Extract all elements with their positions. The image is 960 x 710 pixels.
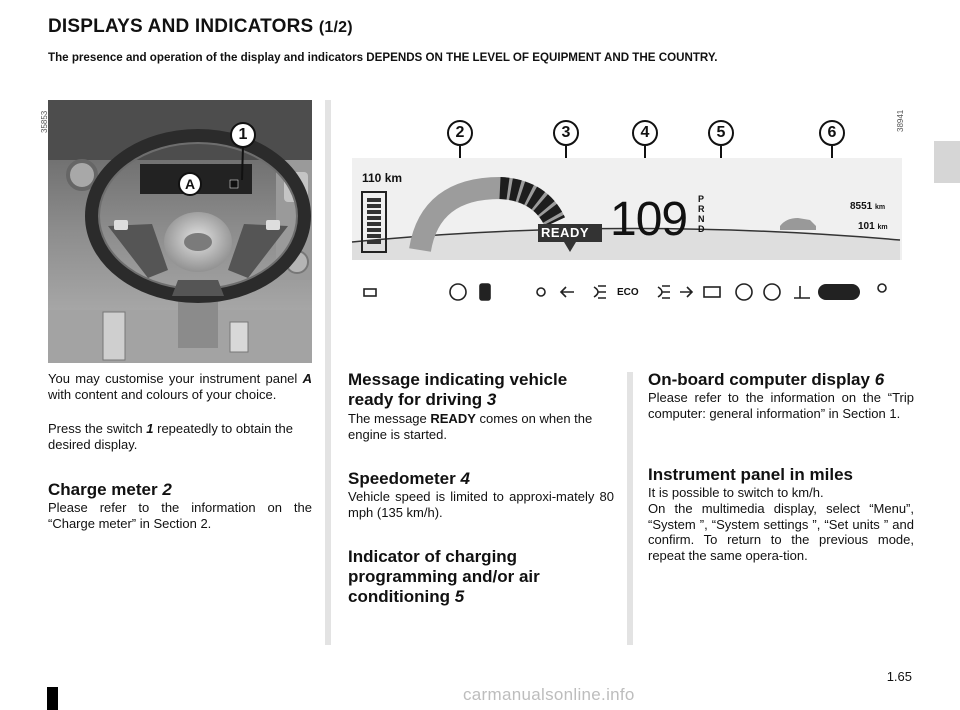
- eco-indicator: ECO: [617, 287, 639, 298]
- column-divider-left: [325, 100, 331, 645]
- heading-charge-meter: [48, 480, 312, 500]
- customise-text-a: You may customise your instrument panel: [48, 371, 303, 386]
- customise-text-b: with content and colours of your choice.: [48, 386, 277, 402]
- charging-heading-text: Indicator of charging programming and/or air conditioning: [348, 547, 540, 606]
- computer-heading-text: On-board computer display: [648, 370, 875, 389]
- title-suffix: (1/2): [318, 19, 353, 36]
- odometer-unit: km: [875, 204, 886, 211]
- heading-ready-message: [348, 370, 612, 410]
- speedometer-text: Vehicle speed is limited to approxi-mately 80 mph (135 km/h).: [348, 489, 614, 520]
- callout-5: 5: [708, 120, 734, 146]
- switch-text-a: Press the switch: [48, 421, 147, 436]
- computer-heading-num: 6: [874, 370, 885, 389]
- customise-paragraph: [48, 371, 312, 402]
- trip-unit: km: [877, 224, 888, 231]
- ready-indicator: READY: [541, 225, 590, 240]
- gear-selector: [698, 194, 705, 234]
- label-a: A: [178, 172, 202, 196]
- switch-paragraph: [48, 421, 312, 452]
- gear-r: R: [698, 204, 705, 214]
- switch-ref-1: 1: [146, 421, 154, 436]
- ready-heading-text: Message indicating vehicle ready for driving: [348, 370, 568, 409]
- ready-text-bold: READY: [430, 411, 476, 426]
- odometer-value: 8551: [850, 201, 873, 212]
- charging-heading-num: 5: [454, 587, 465, 606]
- miles-text-line1: It is possible to switch to km/h.: [648, 485, 824, 500]
- onboard-computer-text: Please refer to the information on the “Trip computer: general information” in Section 1.: [648, 390, 914, 421]
- gear-p: P: [698, 194, 705, 204]
- speed-heading-text: Speedometer: [348, 469, 461, 488]
- callout-6: 6: [819, 120, 845, 146]
- heading-speedometer: [348, 469, 612, 489]
- intro-note: The presence and operation of the display and indicators DEPENDS ON THE LEVEL OF EQUIPMENT AND THE COUNTRY.: [48, 51, 718, 64]
- miles-text-body: On the multimedia display, select “Menu”, “System ”, “System settings ”, “Set units ” and confirm. To return to the previous mode, repeat the same opera-tion.: [648, 501, 914, 563]
- ready-text-b: comes on when the engine is started.: [348, 411, 593, 442]
- heading-onboard-computer: [648, 370, 914, 390]
- odometer: [850, 201, 885, 212]
- figure-ref-left: 35853: [40, 110, 49, 133]
- figure-ref-right: 38941: [896, 109, 905, 132]
- footer-mark: [47, 687, 58, 710]
- panel-ref-a: A: [302, 371, 312, 386]
- gear-d: D: [698, 224, 705, 234]
- callout-4: 4: [632, 120, 658, 146]
- steering-wheel-photo: [48, 100, 312, 363]
- ready-text-a: The message: [348, 411, 431, 426]
- charge-heading-num: 2: [162, 480, 172, 499]
- trip-meter: [858, 221, 888, 232]
- page-number: 1.65: [886, 669, 912, 684]
- section-tab: [934, 141, 960, 183]
- callout-2: 2: [447, 120, 473, 146]
- trip-value: 101: [858, 221, 875, 232]
- title-text: DISPLAYS AND INDICATORS: [48, 16, 314, 37]
- callout-1: 1: [230, 122, 256, 148]
- heading-charging-indicator: [348, 547, 588, 607]
- range-readout: 110 km: [362, 171, 403, 185]
- heading-instrument-miles: Instrument panel in miles: [648, 465, 853, 484]
- steering-wheel-figure: [40, 100, 312, 363]
- instrument-cluster-figure: [340, 100, 914, 370]
- speed-readout: 109: [610, 193, 688, 246]
- switch-text-b: repeatedly to obtain the desired display.: [48, 421, 293, 452]
- charge-meter-text: Please refer to the information on the “Charge meter” in Section 2.: [48, 500, 312, 531]
- charge-heading-text: Charge meter: [48, 480, 163, 499]
- gear-n: N: [698, 214, 705, 224]
- speed-heading-num: 4: [460, 469, 470, 488]
- callout-1-leader: [238, 146, 248, 182]
- page-title: [48, 16, 353, 38]
- column-divider-right: [627, 372, 633, 645]
- ready-message-text: [348, 411, 614, 442]
- watermark: carmanualsonline.info: [463, 685, 635, 704]
- ready-heading-num: 3: [486, 390, 497, 409]
- callout-3: 3: [553, 120, 579, 146]
